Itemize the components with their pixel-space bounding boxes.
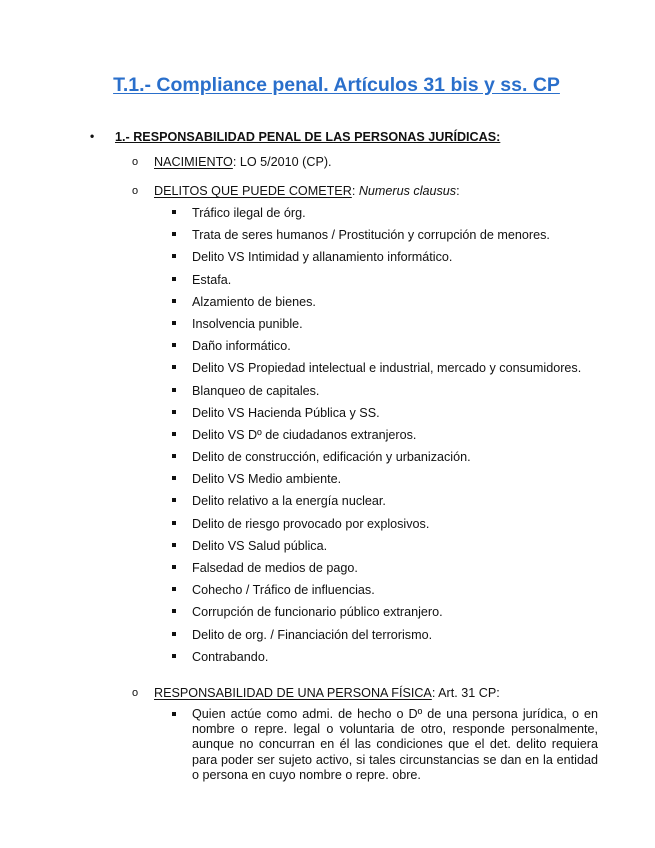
square-bullet-icon [172, 521, 176, 525]
square-bullet-icon [172, 343, 176, 347]
list-item-text: Delito VS Propiedad intelectual e industrial, mercado y consumidores. [192, 361, 582, 376]
fisica-label: RESPONSABILIDAD DE UNA PERSONA FÍSICA [154, 686, 432, 700]
square-bullet-icon [172, 498, 176, 502]
square-bullet-icon [172, 712, 176, 716]
square-bullet-icon [172, 254, 176, 258]
list-item [172, 604, 581, 626]
list-item [172, 471, 581, 493]
list-item-text: Falsedad de medios de pago. [192, 561, 358, 575]
delitos-emphasis: Numerus clausus [358, 184, 457, 198]
square-bullet-icon [172, 565, 176, 569]
list-item [172, 338, 581, 360]
list-item [172, 205, 581, 227]
list-item [172, 272, 581, 294]
square-bullet-icon [172, 476, 176, 480]
list-item [172, 582, 581, 604]
subsection-persona-fisica [132, 686, 500, 700]
list-item-text: Delito VS Dº de ciudadanos extranjeros. [192, 427, 417, 442]
list-item-text: Trata de seres humanos / Prostitución y corrupción de menores. [192, 228, 550, 243]
list-item [172, 427, 581, 449]
square-bullet-icon [172, 432, 176, 436]
list-item-text: Estafa. [192, 272, 232, 287]
list-item [172, 405, 581, 427]
square-bullet-icon [172, 277, 176, 281]
list-item [172, 538, 581, 560]
square-bullet-icon [172, 299, 176, 303]
square-bullet-icon [172, 632, 176, 636]
square-bullet-icon [172, 232, 176, 236]
list-item [172, 227, 581, 249]
list-item-text: Delito de org. / Financiación del terrorismo. [192, 627, 433, 642]
list-item-text: Alzamiento de bienes. [192, 294, 316, 309]
square-bullet-icon [172, 454, 176, 458]
list-item-text: Delito VS Intimidad y allanamiento informático. [192, 250, 453, 265]
list-item [172, 493, 581, 515]
list-item [172, 249, 581, 271]
subsection-nacimiento [132, 155, 332, 169]
circle-bullet-icon: o [132, 185, 139, 197]
list-item-text: Delito relativo a la energía nuclear. [192, 494, 386, 509]
list-item-text: Tráfico ilegal de órg. [192, 206, 306, 220]
fisica-paragraph: Quien actúe como admi. de hecho o Dº de una persona jurídica, o en nombre o repre. legal o voluntaria de otro, responde personalmente, aunque no concurran en él las condiciones que el det. delito requiera para poder ser sujeto activo, si tales circunstancias se dan en la entidad o persona en cuyo nombre o repre. obre. [192, 707, 598, 782]
list-item [172, 316, 581, 338]
nacimiento-label: NACIMIENTO [154, 155, 233, 169]
square-bullet-icon [172, 410, 176, 414]
list-item-text: Blanqueo de capitales. [192, 383, 320, 398]
square-bullet-icon [172, 609, 176, 613]
list-item-text: Cohecho / Tráfico de influencias. [192, 583, 375, 598]
list-item [172, 294, 581, 316]
page-title: T.1.- Compliance penal. Artículos 31 bis y ss. CP [113, 74, 560, 96]
list-item-text: Insolvencia punible. [192, 316, 303, 331]
section-heading [92, 130, 500, 144]
fisica-paragraph-item [172, 707, 598, 783]
square-bullet-icon [172, 388, 176, 392]
nacimiento-text: : LO 5/2010 (CP). [232, 155, 332, 169]
square-bullet-icon [172, 543, 176, 547]
list-item-text: Delito de riesgo provocado por explosivos. [192, 516, 430, 531]
circle-bullet-icon: o [132, 687, 139, 699]
square-bullet-icon [172, 654, 176, 658]
list-item [172, 627, 581, 649]
delitos-end: : [456, 184, 460, 198]
delitos-list [172, 205, 581, 671]
list-item-text: Contrabando. [192, 649, 269, 664]
fisica-text: : Art. 31 CP: [431, 686, 500, 700]
square-bullet-icon [172, 587, 176, 591]
subsection-delitos [132, 184, 460, 198]
list-item-text: Corrupción de funcionario público extranjero. [192, 605, 443, 620]
list-item [172, 560, 581, 582]
square-bullet-icon [172, 321, 176, 325]
list-item-text: Delito VS Salud pública. [192, 538, 328, 553]
list-item-text: Delito VS Medio ambiente. [192, 472, 342, 487]
list-item-text: Delito VS Hacienda Pública y SS. [192, 405, 380, 420]
delitos-sep: : [351, 184, 359, 198]
delitos-label: DELITOS QUE PUEDE COMETER [154, 184, 352, 198]
list-item-text: Daño informático. [192, 339, 291, 354]
section-heading-text: 1.- RESPONSABILIDAD PENAL DE LAS PERSONAS JURÍDICAS: [115, 130, 501, 144]
circle-bullet-icon: o [132, 156, 139, 168]
square-bullet-icon [172, 365, 176, 369]
list-item-text: Delito de construcción, edificación y urbanización. [192, 450, 471, 465]
list-item [172, 649, 581, 671]
list-item [172, 449, 581, 471]
bullet-icon: • [90, 129, 95, 143]
list-item [172, 516, 581, 538]
list-item [172, 360, 581, 382]
square-bullet-icon [172, 210, 176, 214]
list-item [172, 383, 581, 405]
